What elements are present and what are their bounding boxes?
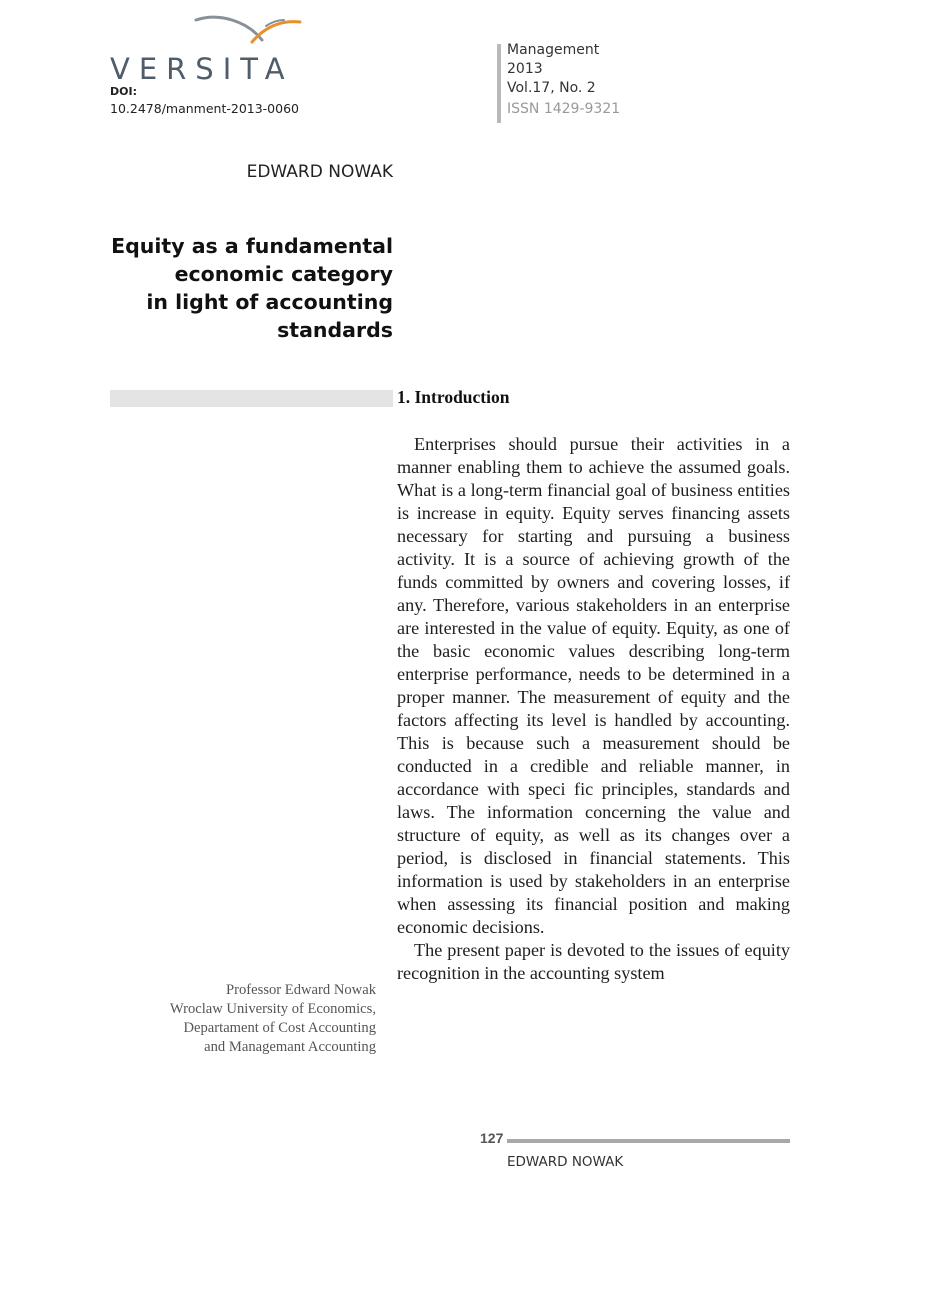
journal-issn: ISSN 1429-9321 <box>507 101 621 117</box>
affiliation-line: Professor Edward Nowak <box>226 982 376 998</box>
journal-year: 2013 <box>507 61 543 77</box>
page-number: 127 <box>480 1130 504 1146</box>
title-line: Equity as a fundamental <box>111 234 393 258</box>
author-name: EDWARD NOWAK <box>246 162 393 182</box>
affiliation-line: Wroclaw University of Economics, <box>169 1001 376 1017</box>
running-author: EDWARD NOWAK <box>507 1154 624 1170</box>
publisher-logo-text: VERSITA <box>110 52 294 86</box>
affiliation-line: Departament of Cost Accounting <box>183 1020 376 1036</box>
journal-info-bar <box>497 44 501 123</box>
doi-value: 10.2478/manment-2013-0060 <box>110 101 299 116</box>
paragraph: The present paper is devoted to the issues of equity recognition in the accounting system <box>397 940 790 983</box>
author-affiliation <box>110 981 376 1057</box>
section-divider-band <box>110 390 393 407</box>
versita-logo-icon <box>192 14 304 54</box>
journal-volume: Vol.17, No. 2 <box>507 80 596 96</box>
title-line: in light of accounting <box>146 290 393 314</box>
section-heading: 1. Introduction <box>397 387 510 407</box>
affiliation-line: and Managemant Accounting <box>204 1039 376 1055</box>
footer-rule <box>507 1139 790 1143</box>
doi-label: DOI: <box>110 85 137 98</box>
body-text <box>397 433 790 985</box>
title-line: economic category <box>174 262 393 286</box>
paragraph: Enterprises should pursue their activities in a manner enabling them to achieve the assumed goals. What is a long-term financial goal of business entities is increase in equity. Equity serves financing assets necessary for starting and pursuing a business activity. It is a source of achieving growth of the funds committed by owners and covering losses, if any. Therefore, various stakeholders in an enterprise are interested in the value of equity. Equity, as one of the basic economic values describing long-term enterprise performance, needs to be determined in a proper manner. The measurement of equity and the factors affecting its level is handled by accounting. This is because such a measurement should be conducted in a credible and reliable manner, in accordance with speci fic principles, standards and laws. The information concerning the value and structure of equity, as well as its changes over a period, is disclosed in financial statements. This information is used by stakeholders in an enterprise when assessing its financial position and making economic decisions. <box>397 434 790 937</box>
journal-name: Management <box>507 42 600 58</box>
article-title <box>110 232 393 344</box>
title-line: standards <box>277 318 393 342</box>
